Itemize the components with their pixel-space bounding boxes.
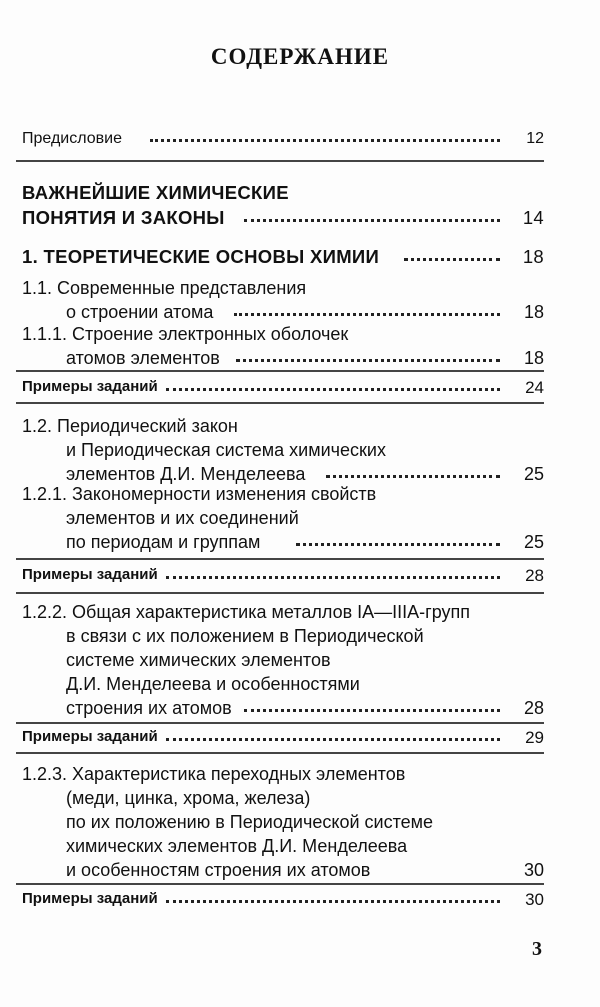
- toc-entry-text: Примеры заданий: [22, 566, 158, 583]
- toc-entry-text: и Периодическая система химических: [66, 440, 386, 460]
- toc-entry-text: элементов и их соединений: [66, 508, 299, 528]
- toc-page-number: 18: [523, 348, 544, 368]
- toc-entry-text: атомов элементов: [66, 348, 220, 368]
- toc-entry-examples-3: [22, 726, 544, 748]
- toc-page-number: 28: [525, 566, 544, 585]
- toc-page-number: 25: [523, 464, 544, 484]
- toc-entry-text: по периодам и группам: [66, 532, 261, 552]
- dot-leader: [296, 543, 500, 546]
- toc-entry-text: в связи с их положением в Периодической: [66, 626, 424, 646]
- toc-page-number: 30: [525, 890, 544, 909]
- divider: [16, 160, 544, 162]
- dot-leader: [166, 900, 500, 903]
- toc-entry-text: о строении атома: [66, 302, 214, 322]
- toc-entry-1-2: [22, 414, 544, 486]
- toc-entry-text: и особенностям строения их атомов: [66, 860, 371, 880]
- toc-page-number: 18: [523, 302, 544, 322]
- toc-page-number: 14: [522, 207, 544, 228]
- divider: [16, 558, 544, 560]
- toc-entry-section-1: [22, 244, 544, 269]
- dot-leader: [234, 313, 500, 316]
- divider: [16, 370, 544, 372]
- toc-entry-text: 1.2.1. Закономерности изменения свойств: [22, 484, 377, 504]
- toc-entry-1-1-1: [22, 322, 544, 370]
- toc-entry-1-2-3: [22, 762, 544, 882]
- divider: [16, 883, 544, 885]
- toc-entry-examples-4: [22, 888, 544, 910]
- toc-page-number: 12: [526, 130, 544, 147]
- toc-entry-text: Примеры заданий: [22, 378, 158, 395]
- dot-leader: [244, 709, 500, 712]
- toc-page-number: 29: [525, 728, 544, 747]
- dot-leader: [326, 475, 500, 478]
- toc-page-number: 30: [523, 860, 544, 880]
- dot-leader: [404, 258, 500, 261]
- dot-leader: [236, 359, 500, 362]
- toc-page-number: 28: [523, 698, 544, 718]
- page-number: 3: [532, 938, 542, 960]
- toc-entry-text: элементов Д.И. Менделеева: [66, 464, 306, 484]
- divider: [16, 722, 544, 724]
- toc-entry-1-2-2: [22, 600, 544, 720]
- divider: [16, 752, 544, 754]
- toc-entry-text: 1. ТЕОРЕТИЧЕСКИЕ ОСНОВЫ ХИМИИ: [22, 246, 380, 267]
- toc-entry-text: (меди, цинка, хрома, железа): [66, 788, 311, 808]
- toc-entry-text: 1.2.3. Характеристика переходных элементов: [22, 764, 406, 784]
- toc-entry-text: системе химических элементов: [66, 650, 331, 670]
- dot-leader: [244, 219, 500, 222]
- toc-entry-text: Д.И. Менделеева и особенностями: [66, 674, 360, 694]
- toc-page-number: 18: [522, 246, 544, 267]
- divider: [16, 592, 544, 594]
- toc-page-number: 25: [523, 532, 544, 552]
- toc-entry-1-1: [22, 276, 544, 324]
- page-title: СОДЕРЖАНИЕ: [210, 44, 390, 69]
- toc-entry-text: ВАЖНЕЙШИЕ ХИМИЧЕСКИЕ: [22, 182, 289, 203]
- toc-entry-text: Примеры заданий: [22, 728, 158, 745]
- toc-entry-text: по их положению в Периодической системе: [66, 812, 434, 832]
- dot-leader: [166, 576, 500, 579]
- dot-leader: [166, 738, 500, 741]
- toc-entry-text: строения их атомов: [66, 698, 232, 718]
- toc-entry-text: 1.2. Периодический закон: [22, 416, 238, 436]
- divider: [16, 402, 544, 404]
- dot-leader: [166, 388, 500, 391]
- toc-entry-preface: [22, 128, 544, 150]
- toc-entry-text: химических элементов Д.И. Менделеева: [66, 836, 408, 856]
- dot-leader: [150, 139, 500, 142]
- toc-entry-examples-1: [22, 376, 544, 398]
- toc-page-number: 24: [525, 378, 544, 397]
- toc-entry-text: 1.2.2. Общая характеристика металлов IA—IIIA-групп: [22, 602, 471, 622]
- toc-entry-important-concepts: [22, 180, 544, 230]
- toc-entry-text: Предисловие: [22, 130, 122, 147]
- toc-entry-1-2-1: [22, 482, 544, 554]
- toc-entry-text: ПОНЯТИЯ И ЗАКОНЫ: [22, 207, 225, 228]
- toc-entry-text: 1.1.1. Строение электронных оболочек: [22, 324, 349, 344]
- toc-entry-text: 1.1. Современные представления: [22, 278, 307, 298]
- toc-entry-examples-2: [22, 564, 544, 586]
- toc-entry-text: Примеры заданий: [22, 890, 158, 907]
